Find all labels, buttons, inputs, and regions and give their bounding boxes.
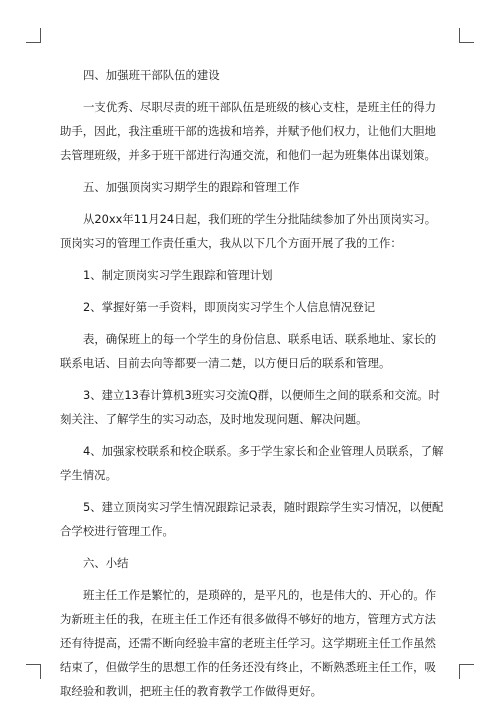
- crop-mark-top-right: [459, 28, 474, 43]
- crop-mark-bottom-left: [26, 664, 41, 679]
- paragraph-internship-intro: 从20xx年11月24日起，我们班的学生分批陆续参加了外出顶岗实习。顶岗实习的管理工作责任重大，我从以下几个方面开展了我的工作：: [60, 212, 437, 250]
- list-item-5: 5、建立顶岗实习学生情况跟踪记录表，随时跟踪学生实习情况，以便配合学校进行管理工作。: [60, 500, 444, 538]
- section-heading-4: 四、加强班干部队伍的建设: [83, 68, 220, 82]
- section-heading-6: 六、小结: [83, 556, 129, 570]
- section-heading-5: 五、加强顶岗实习期学生的跟踪和管理工作: [83, 180, 300, 194]
- crop-mark-top-left: [26, 28, 41, 43]
- paragraph-class-leaders: 一支优秀、尽职尽责的班干部队伍是班级的核心支柱，是班主任的得力助手，因此，我注重班干部的选拔和培养，并赋予他们权力，让他们大胆地去管理班级，并多于班干部进行沟通交流，和他们一起为班集体出谋划策。: [60, 100, 437, 162]
- list-item-4: 4、加强家校联系和校企联系。多于学生家长和企业管理人员联系，了解学生情况。: [60, 444, 444, 482]
- list-item-2-continuation: 表，确保班上的每一个学生的身份信息、联系电话、联系地址、家长的联系电话、目前去向等都要一清二楚，以方便日后的联系和管理。: [60, 332, 437, 370]
- crop-mark-bottom-right: [459, 664, 474, 679]
- list-item-2: 2、掌握好第一手资料，即顶岗实习学生个人信息情况登记: [83, 300, 376, 314]
- paragraph-summary: 班主任工作是繁忙的，是琐碎的，是平凡的，也是伟大的、开心的。作为新班主任的我，在班主任工作还有很多做得不够好的地方，管理方式方法还有待提高，还需不断向经验丰富的老班主任学习。这学期班主任工作虽然结束了，但做学生的思想工作的任务还没有终止，不断熟悉班主任工作，吸取经验和教训，把班主任的教育教学工作做得更好。: [60, 588, 437, 698]
- document-body: [60, 63, 445, 703]
- list-item-1: 1、制定顶岗实习学生跟踪和管理计划: [83, 268, 273, 282]
- list-item-3: 3、建立13春计算机3班实习交流Q群，以便师生之间的联系和交流。时刻关注、了解学生的实习动态，及时地发现问题、解决问题。: [60, 388, 440, 426]
